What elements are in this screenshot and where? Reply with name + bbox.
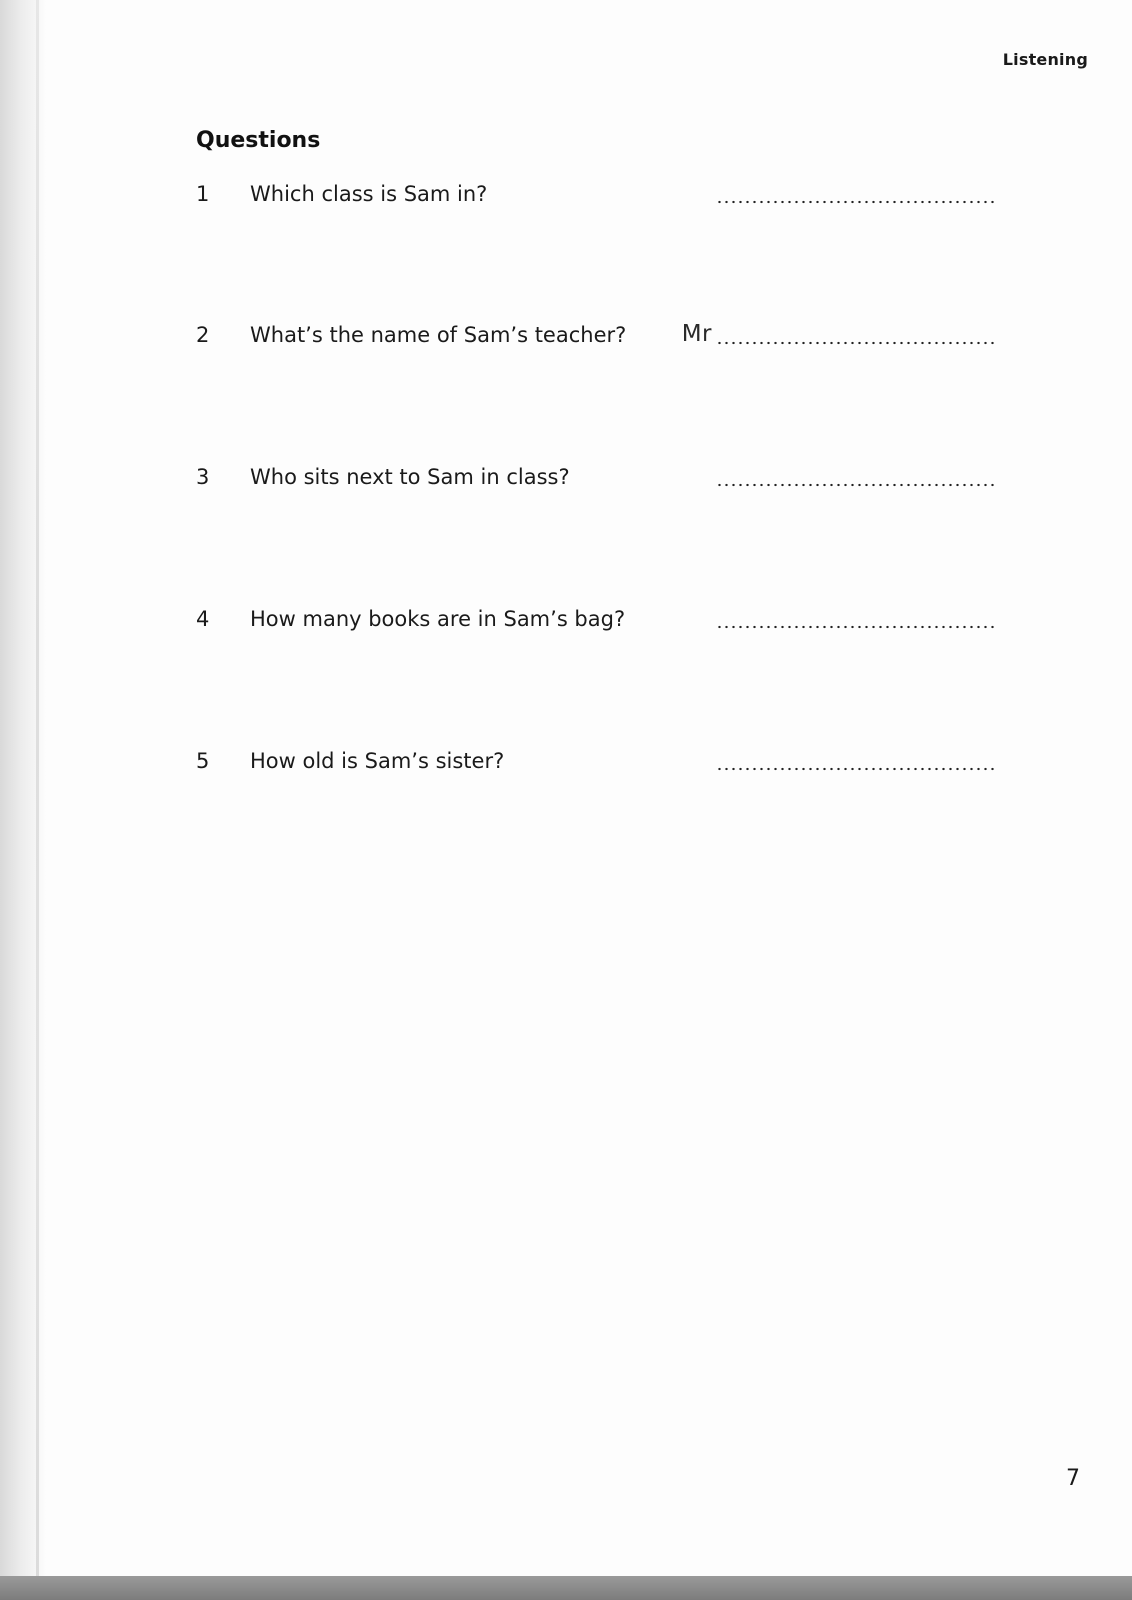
page-number: 7	[1066, 1466, 1080, 1491]
dotted-line	[716, 625, 994, 629]
answer-line[interactable]	[676, 465, 996, 497]
question-number: 4	[196, 607, 210, 631]
dotted-line	[716, 200, 994, 204]
dotted-line	[716, 483, 994, 487]
questions-heading: Questions	[196, 128, 321, 153]
question-item	[196, 465, 1006, 505]
dotted-line	[716, 341, 994, 345]
scan-edge-strip	[0, 1576, 1132, 1600]
question-number: 3	[196, 465, 210, 489]
question-number: 5	[196, 749, 210, 773]
question-text: What’s the name of Sam’s teacher?	[250, 323, 627, 347]
answer-line[interactable]	[676, 607, 996, 639]
binding-edge	[36, 0, 39, 1600]
answer-line[interactable]	[676, 182, 996, 214]
dotted-line	[716, 767, 994, 771]
question-item	[196, 749, 1006, 789]
binding-shadow	[0, 0, 46, 1600]
answer-line[interactable]	[676, 749, 996, 781]
question-text: How many books are in Sam’s bag?	[250, 607, 626, 631]
question-text: Which class is Sam in?	[250, 182, 488, 206]
question-item	[196, 182, 1006, 222]
answer-prefix: Mr	[681, 321, 712, 347]
question-text: Who sits next to Sam in class?	[250, 465, 570, 489]
question-number: 1	[196, 182, 210, 206]
section-label: Listening	[1002, 50, 1088, 69]
question-text: How old is Sam’s sister?	[250, 749, 505, 773]
question-item	[196, 323, 1006, 363]
question-item	[196, 607, 1006, 647]
answer-line[interactable]	[676, 323, 996, 355]
question-number: 2	[196, 323, 210, 347]
